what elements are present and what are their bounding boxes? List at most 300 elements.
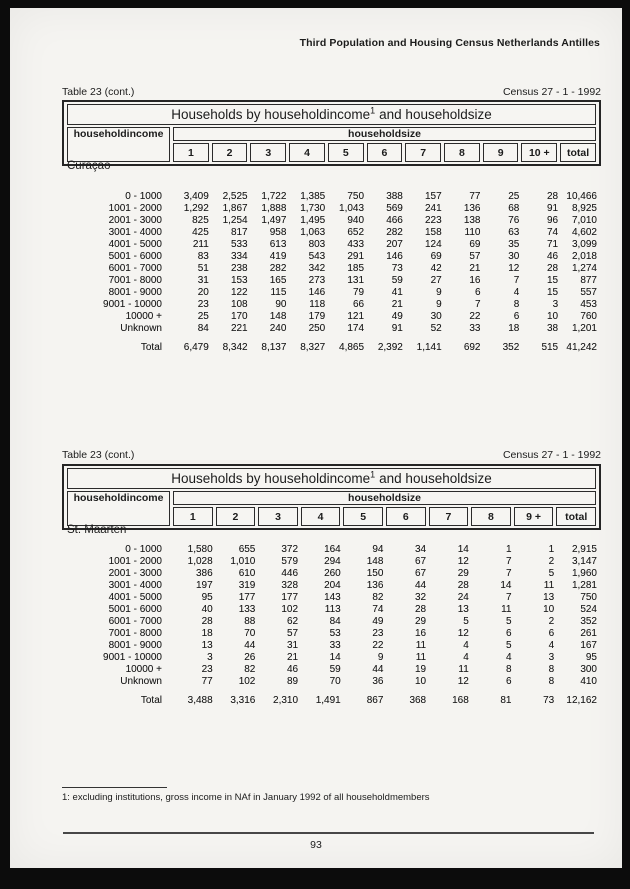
table-row bbox=[62, 652, 601, 664]
value-cell: 102 bbox=[281, 604, 299, 615]
running-header: Third Population and Housing Census Netherlands Antilles bbox=[299, 37, 600, 49]
table-row bbox=[62, 299, 601, 311]
table-title-cell bbox=[67, 468, 596, 489]
value-cell: 157 bbox=[425, 191, 442, 202]
value-cell: 23 bbox=[197, 299, 209, 310]
value-cell: 6 bbox=[474, 287, 481, 298]
value-cell: 23 bbox=[201, 664, 213, 675]
income-label: 10000 + bbox=[125, 311, 162, 322]
householdsize-header: householdsize bbox=[173, 127, 596, 141]
table-title-footnote-marker: 1 bbox=[370, 469, 376, 480]
value-cell: 13 bbox=[543, 592, 555, 603]
value-cell: 4 bbox=[463, 652, 469, 663]
income-label: 8001 - 9000 bbox=[108, 640, 162, 651]
value-cell: 940 bbox=[347, 215, 365, 226]
value-cell: 71 bbox=[547, 239, 559, 250]
table-title-prefix: Households by householdincome bbox=[171, 107, 371, 122]
value-cell: 22 bbox=[372, 640, 384, 651]
size-col-header: 3 bbox=[258, 507, 298, 526]
value-cell: 300 bbox=[580, 664, 597, 675]
value-cell: 515 bbox=[541, 342, 559, 353]
value-cell: 185 bbox=[347, 263, 365, 274]
spacer-row bbox=[62, 335, 601, 342]
value-cell: 4 bbox=[505, 652, 512, 663]
table-row bbox=[62, 616, 601, 628]
table-caption-left: Table 23 (cont.) bbox=[62, 449, 135, 461]
value-cell: 81 bbox=[500, 695, 512, 706]
value-cell: 7 bbox=[474, 299, 481, 310]
value-cell: 352 bbox=[580, 616, 597, 627]
table-title-footnote-marker: 1 bbox=[370, 105, 376, 116]
value-cell: 74 bbox=[547, 227, 559, 238]
value-cell: 197 bbox=[196, 580, 213, 591]
size-col-header: 7 bbox=[429, 507, 469, 526]
table-row bbox=[62, 640, 601, 652]
value-cell: 146 bbox=[386, 251, 403, 262]
value-cell: 91 bbox=[391, 323, 403, 334]
value-cell: 204 bbox=[324, 580, 341, 591]
table-title-suffix: and householdsize bbox=[379, 107, 492, 122]
data-tbody bbox=[62, 544, 601, 707]
value-cell: 4,602 bbox=[571, 227, 597, 238]
value-cell: 67 bbox=[415, 568, 427, 579]
value-cell: 77 bbox=[469, 191, 481, 202]
table2-header-box bbox=[62, 464, 601, 530]
size-col-header: total bbox=[560, 143, 596, 162]
value-cell: 9 bbox=[436, 299, 442, 310]
value-cell: 28 bbox=[201, 616, 213, 627]
value-cell: 557 bbox=[580, 287, 597, 298]
income-label: 3001 - 4000 bbox=[108, 227, 162, 238]
value-cell: 10 bbox=[543, 604, 555, 615]
value-cell: 1,497 bbox=[261, 215, 287, 226]
value-cell: 76 bbox=[508, 215, 520, 226]
value-cell: 3 bbox=[207, 652, 213, 663]
value-cell: 167 bbox=[580, 640, 597, 651]
value-cell: 446 bbox=[281, 568, 299, 579]
value-cell: 579 bbox=[281, 556, 299, 567]
value-cell: 11 bbox=[501, 604, 512, 615]
income-label: 1001 - 2000 bbox=[108, 203, 162, 214]
value-cell: 282 bbox=[269, 263, 287, 274]
value-cell: 4 bbox=[463, 640, 469, 651]
data-tbody bbox=[62, 191, 601, 354]
value-cell: 67 bbox=[415, 556, 427, 567]
value-cell: 319 bbox=[238, 580, 256, 591]
size-col-header: 1 bbox=[173, 143, 209, 162]
value-cell: 16 bbox=[415, 628, 427, 639]
value-cell: 46 bbox=[286, 664, 299, 675]
value-cell: 165 bbox=[269, 275, 287, 286]
value-cell: 1,888 bbox=[261, 203, 287, 214]
value-cell: 610 bbox=[238, 568, 256, 579]
value-cell: 122 bbox=[230, 287, 248, 298]
value-cell: 11 bbox=[415, 652, 427, 663]
region-label-curacao: Curaçao bbox=[67, 160, 111, 172]
value-cell: 177 bbox=[281, 592, 299, 603]
value-cell: 1 bbox=[548, 544, 555, 555]
value-cell: 38 bbox=[547, 323, 559, 334]
value-cell: 94 bbox=[372, 544, 384, 555]
value-cell: 282 bbox=[386, 227, 403, 238]
value-cell: 70 bbox=[329, 676, 341, 687]
value-cell: 12 bbox=[457, 676, 469, 687]
total-row bbox=[62, 695, 601, 707]
value-cell: 372 bbox=[281, 544, 299, 555]
value-cell: 8,327 bbox=[300, 342, 326, 353]
size-col-header: 4 bbox=[301, 507, 341, 526]
value-cell: 2 bbox=[548, 556, 555, 567]
table-title-suffix: and householdsize bbox=[379, 471, 492, 486]
value-cell: 211 bbox=[192, 239, 209, 250]
value-cell: 1,010 bbox=[230, 556, 256, 567]
value-cell: 49 bbox=[372, 616, 384, 627]
value-cell: 82 bbox=[372, 592, 384, 603]
income-label: Total bbox=[140, 342, 162, 353]
table-row bbox=[62, 263, 601, 275]
value-cell: 41 bbox=[391, 287, 403, 298]
value-cell: 334 bbox=[230, 251, 248, 262]
value-cell: 6 bbox=[513, 311, 520, 322]
value-cell: 62 bbox=[286, 616, 299, 627]
table-row bbox=[62, 604, 601, 616]
table1-header-box bbox=[62, 100, 601, 166]
value-cell: 52 bbox=[430, 323, 442, 334]
page-number: 93 bbox=[310, 839, 322, 851]
value-cell: 89 bbox=[286, 676, 299, 687]
value-cell: 533 bbox=[230, 239, 248, 250]
value-cell: 2,525 bbox=[222, 191, 248, 202]
value-cell: 53 bbox=[329, 628, 341, 639]
value-cell: 8 bbox=[548, 676, 555, 687]
size-col-header: 4 bbox=[289, 143, 325, 162]
value-cell: 388 bbox=[386, 191, 403, 202]
table-row bbox=[62, 311, 601, 323]
income-label: Unknown bbox=[120, 323, 162, 334]
size-col-header: 9 + bbox=[514, 507, 554, 526]
value-cell: 136 bbox=[463, 203, 481, 214]
value-cell: 82 bbox=[244, 664, 256, 675]
footnote-text: 1: excluding institutions, gross income in NAf in January 1992 of all householdmembers bbox=[62, 792, 430, 803]
value-cell: 25 bbox=[197, 311, 209, 322]
table-row bbox=[62, 664, 601, 676]
table-title-prefix: Households by householdincome bbox=[171, 471, 371, 486]
value-cell: 57 bbox=[469, 251, 481, 262]
table-row bbox=[62, 676, 601, 688]
value-cell: 28 bbox=[547, 191, 559, 202]
value-cell: 1,491 bbox=[315, 695, 341, 706]
value-cell: 30 bbox=[430, 311, 442, 322]
value-cell: 30 bbox=[508, 251, 520, 262]
value-cell: 386 bbox=[196, 568, 213, 579]
value-cell: 238 bbox=[230, 263, 248, 274]
householdincome-header: householdincome bbox=[67, 491, 170, 526]
value-cell: 44 bbox=[415, 580, 427, 591]
value-cell: 31 bbox=[197, 275, 209, 286]
value-cell: 14 bbox=[457, 544, 469, 555]
table-row bbox=[62, 275, 601, 287]
value-cell: 368 bbox=[409, 695, 427, 706]
value-cell: 21 bbox=[469, 263, 481, 274]
value-cell: 1,385 bbox=[300, 191, 326, 202]
value-cell: 148 bbox=[366, 556, 384, 567]
income-label: 5001 - 6000 bbox=[108, 604, 162, 615]
value-cell: 8 bbox=[548, 664, 555, 675]
value-cell: 70 bbox=[244, 628, 256, 639]
value-cell: 68 bbox=[508, 203, 520, 214]
income-label: 6001 - 7000 bbox=[108, 616, 162, 627]
value-cell: 250 bbox=[308, 323, 326, 334]
value-cell: 2 bbox=[548, 616, 555, 627]
value-cell: 46 bbox=[547, 251, 559, 262]
value-cell: 29 bbox=[457, 568, 469, 579]
table-caption-right: Census 27 - 1 - 1992 bbox=[502, 449, 601, 461]
value-cell: 32 bbox=[415, 592, 427, 603]
value-cell: 23 bbox=[372, 628, 384, 639]
value-cell: 260 bbox=[324, 568, 341, 579]
size-col-header: 2 bbox=[212, 143, 248, 162]
value-cell: 692 bbox=[463, 342, 481, 353]
value-cell: 83 bbox=[197, 251, 209, 262]
value-cell: 6 bbox=[505, 628, 512, 639]
value-cell: 6 bbox=[548, 628, 555, 639]
income-label: 7001 - 8000 bbox=[108, 628, 162, 639]
value-cell: 74 bbox=[372, 604, 384, 615]
value-cell: 524 bbox=[580, 604, 597, 615]
income-label: 0 - 1000 bbox=[125, 544, 162, 555]
value-cell: 13 bbox=[457, 604, 469, 615]
table-row bbox=[62, 287, 601, 299]
income-label: 3001 - 4000 bbox=[108, 580, 162, 591]
value-cell: 221 bbox=[230, 323, 248, 334]
value-cell: 143 bbox=[324, 592, 341, 603]
value-cell: 11 bbox=[458, 664, 469, 675]
value-cell: 177 bbox=[238, 592, 256, 603]
size-col-header: 8 bbox=[444, 143, 480, 162]
value-cell: 8,342 bbox=[222, 342, 248, 353]
value-cell: 613 bbox=[269, 239, 287, 250]
table1-caption-line bbox=[62, 86, 601, 98]
value-cell: 7 bbox=[505, 568, 512, 579]
value-cell: 28 bbox=[457, 580, 469, 591]
value-cell: 352 bbox=[502, 342, 520, 353]
value-cell: 118 bbox=[309, 299, 326, 310]
group-header-row bbox=[67, 491, 596, 505]
value-cell: 95 bbox=[585, 652, 597, 663]
value-cell: 146 bbox=[308, 287, 326, 298]
value-cell: 12 bbox=[457, 556, 469, 567]
householdsize-header: householdsize bbox=[173, 491, 596, 505]
value-cell: 84 bbox=[329, 616, 341, 627]
income-label: 2001 - 3000 bbox=[108, 215, 162, 226]
value-cell: 223 bbox=[425, 215, 442, 226]
value-cell: 16 bbox=[469, 275, 481, 286]
size-col-header: 10 + bbox=[521, 143, 557, 162]
value-cell: 36 bbox=[372, 676, 384, 687]
value-cell: 138 bbox=[463, 215, 481, 226]
value-cell: 35 bbox=[508, 239, 520, 250]
value-cell: 1,292 bbox=[183, 203, 209, 214]
value-cell: 168 bbox=[452, 695, 469, 706]
value-cell: 1,722 bbox=[261, 191, 287, 202]
value-cell: 31 bbox=[286, 640, 299, 651]
value-cell: 95 bbox=[201, 592, 213, 603]
value-cell: 15 bbox=[547, 275, 559, 286]
value-cell: 261 bbox=[580, 628, 597, 639]
income-label: 5001 - 6000 bbox=[108, 251, 162, 262]
value-cell: 8,137 bbox=[261, 342, 287, 353]
value-cell: 18 bbox=[201, 628, 213, 639]
value-cell: 28 bbox=[547, 263, 559, 274]
value-cell: 121 bbox=[347, 311, 365, 322]
value-cell: 26 bbox=[244, 652, 256, 663]
value-cell: 6,479 bbox=[183, 342, 209, 353]
value-cell: 33 bbox=[469, 323, 481, 334]
value-cell: 543 bbox=[308, 251, 326, 262]
region-label-st-maarten: St. Maarten bbox=[67, 524, 127, 536]
table-title-cell bbox=[67, 104, 596, 125]
value-cell: 8 bbox=[505, 664, 512, 675]
value-cell: 115 bbox=[270, 287, 287, 298]
value-cell: 5 bbox=[505, 616, 512, 627]
size-col-header: total bbox=[556, 507, 596, 526]
value-cell: 91 bbox=[547, 203, 559, 214]
value-cell: 1,495 bbox=[300, 215, 326, 226]
value-cell: 40 bbox=[201, 604, 213, 615]
income-label: 2001 - 3000 bbox=[108, 568, 162, 579]
value-cell: 88 bbox=[244, 616, 256, 627]
value-cell: 124 bbox=[425, 239, 442, 250]
table-row bbox=[62, 239, 601, 251]
value-cell: 14 bbox=[329, 652, 341, 663]
householdincome-header: householdincome bbox=[67, 127, 170, 162]
value-cell: 136 bbox=[366, 580, 384, 591]
value-cell: 9 bbox=[377, 652, 384, 663]
value-cell: 6 bbox=[505, 676, 512, 687]
table-row bbox=[62, 628, 601, 640]
size-col-header: 5 bbox=[343, 507, 383, 526]
value-cell: 28 bbox=[415, 604, 427, 615]
title-row bbox=[67, 468, 596, 489]
value-cell: 10,466 bbox=[566, 191, 597, 202]
value-cell: 425 bbox=[192, 227, 209, 238]
value-cell: 3,316 bbox=[230, 695, 256, 706]
value-cell: 4,865 bbox=[339, 342, 365, 353]
value-cell: 1,254 bbox=[222, 215, 248, 226]
income-label: Total bbox=[140, 695, 162, 706]
size-col-header: 7 bbox=[405, 143, 441, 162]
value-cell: 273 bbox=[308, 275, 326, 286]
value-cell: 29 bbox=[415, 616, 427, 627]
value-cell: 170 bbox=[230, 311, 248, 322]
value-cell: 241 bbox=[425, 203, 442, 214]
value-cell: 655 bbox=[238, 544, 256, 555]
value-cell: 12 bbox=[508, 263, 520, 274]
value-cell: 5 bbox=[505, 640, 512, 651]
value-cell: 158 bbox=[425, 227, 442, 238]
value-cell: 291 bbox=[347, 251, 365, 262]
value-cell: 958 bbox=[269, 227, 287, 238]
value-cell: 33 bbox=[329, 640, 341, 651]
value-cell: 342 bbox=[308, 263, 326, 274]
value-cell: 24 bbox=[457, 592, 469, 603]
table2-data bbox=[62, 544, 601, 707]
value-cell: 1,141 bbox=[416, 342, 442, 353]
value-cell: 8 bbox=[513, 299, 520, 310]
footnote-separator-rule bbox=[62, 787, 167, 788]
table-row bbox=[62, 323, 601, 335]
group-header-row bbox=[67, 127, 596, 141]
value-cell: 148 bbox=[269, 311, 287, 322]
value-cell: 77 bbox=[201, 676, 213, 687]
value-cell: 2,310 bbox=[273, 695, 299, 706]
size-col-header: 9 bbox=[483, 143, 519, 162]
table1-data bbox=[62, 191, 601, 354]
value-cell: 1,028 bbox=[187, 556, 213, 567]
value-cell: 3,488 bbox=[187, 695, 213, 706]
value-cell: 294 bbox=[324, 556, 341, 567]
value-cell: 63 bbox=[508, 227, 520, 238]
size-col-header: 3 bbox=[250, 143, 286, 162]
income-label: 9001 - 10000 bbox=[103, 652, 162, 663]
income-label: 10000 + bbox=[125, 664, 162, 675]
value-cell: 5 bbox=[548, 568, 555, 579]
value-cell: 25 bbox=[508, 191, 520, 202]
size-col-header: 6 bbox=[367, 143, 403, 162]
value-cell: 1,274 bbox=[571, 263, 597, 274]
value-cell: 1,063 bbox=[300, 227, 326, 238]
table-caption-left: Table 23 (cont.) bbox=[62, 86, 135, 98]
value-cell: 73 bbox=[543, 695, 555, 706]
value-cell: 825 bbox=[192, 215, 209, 226]
value-cell: 803 bbox=[308, 239, 326, 250]
table-caption-right: Census 27 - 1 - 1992 bbox=[502, 86, 601, 98]
value-cell: 42 bbox=[430, 263, 442, 274]
spacer-row bbox=[62, 688, 601, 695]
value-cell: 131 bbox=[347, 275, 365, 286]
table2-header bbox=[64, 466, 599, 528]
size-col-header: 8 bbox=[471, 507, 511, 526]
value-cell: 174 bbox=[347, 323, 365, 334]
income-label: 1001 - 2000 bbox=[108, 556, 162, 567]
value-cell: 3 bbox=[552, 299, 559, 310]
table-row bbox=[62, 203, 601, 215]
income-label: 6001 - 7000 bbox=[108, 263, 162, 274]
value-cell: 18 bbox=[508, 323, 520, 334]
income-label: 4001 - 5000 bbox=[108, 239, 162, 250]
value-cell: 21 bbox=[391, 299, 403, 310]
value-cell: 760 bbox=[580, 311, 597, 322]
value-cell: 22 bbox=[469, 311, 481, 322]
value-cell: 133 bbox=[238, 604, 256, 615]
value-cell: 179 bbox=[308, 311, 326, 322]
value-cell: 59 bbox=[391, 275, 403, 286]
value-cell: 153 bbox=[230, 275, 248, 286]
table-row bbox=[62, 568, 601, 580]
value-cell: 110 bbox=[464, 227, 481, 238]
value-cell: 419 bbox=[269, 251, 287, 262]
table2-caption-line bbox=[62, 449, 601, 461]
size-col-header: 6 bbox=[386, 507, 426, 526]
value-cell: 57 bbox=[286, 628, 299, 639]
value-cell: 15 bbox=[547, 287, 559, 298]
value-cell: 1,043 bbox=[339, 203, 365, 214]
value-cell: 867 bbox=[366, 695, 384, 706]
value-cell: 1,730 bbox=[300, 203, 326, 214]
value-cell: 20 bbox=[197, 287, 209, 298]
value-cell: 1,960 bbox=[571, 568, 597, 579]
value-cell: 44 bbox=[244, 640, 256, 651]
